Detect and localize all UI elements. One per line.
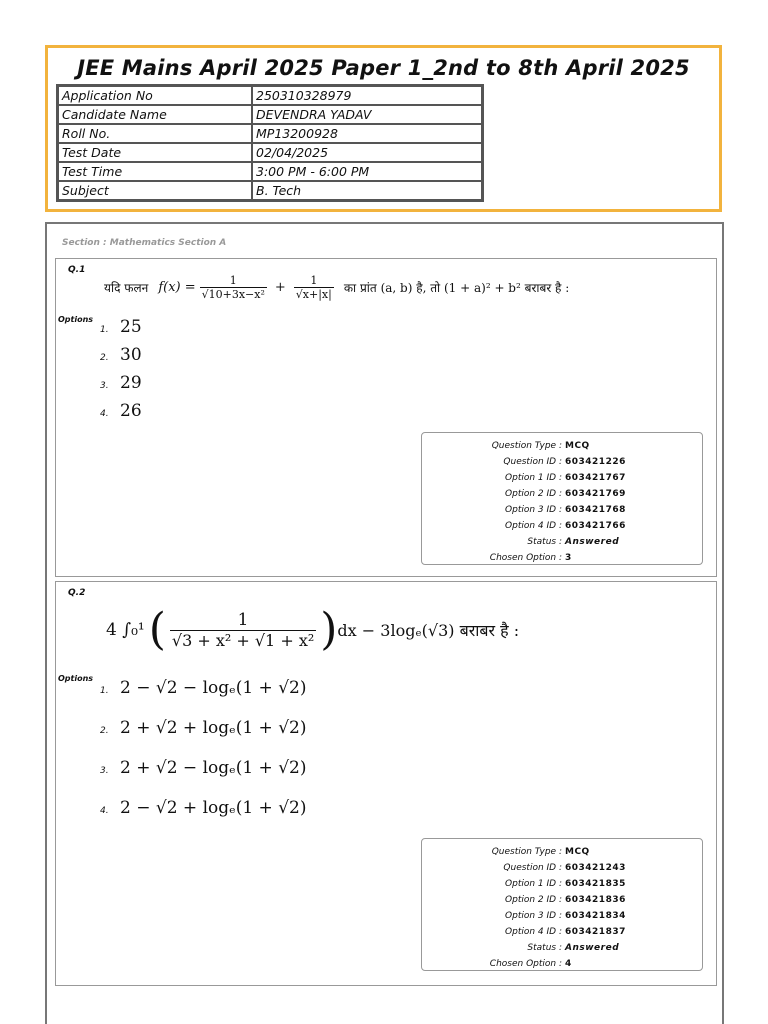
meta-row xyxy=(422,895,702,905)
question-number: Q.2 xyxy=(68,588,86,598)
meta-value: 603421769 xyxy=(565,489,626,499)
chosen-option-value: 3 xyxy=(565,553,572,563)
meta-label: Status : xyxy=(527,943,562,953)
meta-row xyxy=(422,553,702,563)
info-label: Roll No. xyxy=(58,124,252,143)
fraction-numerator: 1 xyxy=(229,273,237,287)
info-label: Application No xyxy=(58,86,252,105)
fraction-denominator: √10+3x−x² xyxy=(201,287,265,301)
meta-label: Option 3 ID : xyxy=(505,505,562,515)
question-text xyxy=(104,267,569,307)
info-label: Candidate Name xyxy=(58,105,252,124)
close-paren: ) xyxy=(320,604,338,655)
meta-value: 603421766 xyxy=(565,521,626,531)
option-1 xyxy=(100,317,142,337)
meta-row xyxy=(422,847,702,857)
option-2 xyxy=(100,718,307,738)
meta-label: Chosen Option : xyxy=(489,553,562,563)
option-4 xyxy=(100,798,307,818)
meta-label: Option 4 ID : xyxy=(505,927,562,937)
meta-row xyxy=(422,489,702,499)
meta-row xyxy=(422,911,702,921)
info-value: MP13200928 xyxy=(252,124,482,143)
info-value: 250310328979 xyxy=(252,86,482,105)
question-number: Q.1 xyxy=(68,265,86,275)
meta-label: Question ID : xyxy=(503,457,562,467)
option-4 xyxy=(100,401,142,421)
integrand-fraction xyxy=(170,610,316,650)
info-value: 02/04/2025 xyxy=(252,143,482,162)
meta-value: 603421837 xyxy=(565,927,626,937)
meta-value: MCQ xyxy=(565,847,590,857)
fraction-numerator: 1 xyxy=(310,273,318,287)
page-title: JEE Mains April 2025 Paper 1_2nd to 8th April 2025 xyxy=(77,56,690,80)
options-label: Options xyxy=(58,674,94,683)
option-value: 2 + √2 + logₑ(1 + √2) xyxy=(120,718,307,738)
option-2 xyxy=(100,345,142,365)
meta-label: Option 2 ID : xyxy=(505,895,562,905)
meta-value: 603421834 xyxy=(565,911,626,921)
option-value: 2 − √2 + logₑ(1 + √2) xyxy=(120,798,307,818)
meta-row xyxy=(422,927,702,937)
meta-value: 603421767 xyxy=(565,473,626,483)
question-section xyxy=(45,222,724,1024)
option-number: 1. xyxy=(100,325,109,335)
meta-row xyxy=(422,521,702,531)
meta-label: Option 2 ID : xyxy=(505,489,562,499)
option-value: 2 + √2 − logₑ(1 + √2) xyxy=(120,758,307,778)
question-meta-box xyxy=(421,432,703,565)
option-number: 4. xyxy=(100,409,109,419)
option-1 xyxy=(100,678,307,698)
status-value: Answered xyxy=(565,537,620,547)
table-row xyxy=(58,124,482,143)
option-number: 2. xyxy=(100,726,109,736)
meta-label: Chosen Option : xyxy=(489,959,562,969)
table-row xyxy=(58,86,482,105)
function-label: f(x) = xyxy=(158,279,196,295)
info-label: Test Time xyxy=(58,162,252,181)
meta-label: Question Type : xyxy=(491,847,562,857)
meta-label: Option 1 ID : xyxy=(505,473,562,483)
option-3 xyxy=(100,758,307,778)
info-value: DEVENDRA YADAV xyxy=(252,105,482,124)
fraction-denominator: √3 + x² + √1 + x² xyxy=(171,631,315,650)
fraction-2 xyxy=(294,274,334,301)
meta-row xyxy=(422,943,702,953)
question-text-suffix: का प्रांत (a, b) है, तो (1 + a)² + b² बराबर है : xyxy=(343,280,570,295)
option-number: 2. xyxy=(100,353,109,363)
info-label: Test Date xyxy=(58,143,252,162)
integral-expression: 4 ∫₀¹ xyxy=(106,620,145,640)
meta-row xyxy=(422,505,702,515)
status-value: Answered xyxy=(565,943,620,953)
info-value: 3:00 PM - 6:00 PM xyxy=(252,162,482,181)
option-number: 3. xyxy=(100,381,109,391)
plus-sign: + xyxy=(274,279,286,295)
option-value: 2 − √2 − logₑ(1 + √2) xyxy=(120,678,307,698)
meta-value: 603421243 xyxy=(565,863,626,873)
meta-value: 603421835 xyxy=(565,879,626,889)
chosen-option-value: 4 xyxy=(565,959,572,969)
question-meta-box xyxy=(421,838,703,971)
meta-row xyxy=(422,457,702,467)
info-label: Subject xyxy=(58,181,252,200)
meta-label: Question Type : xyxy=(491,441,562,451)
meta-value: 603421226 xyxy=(565,457,626,467)
info-value: B. Tech xyxy=(252,181,482,200)
option-value: 29 xyxy=(120,373,142,393)
meta-row xyxy=(422,473,702,483)
table-row xyxy=(58,162,482,181)
meta-row xyxy=(422,879,702,889)
table-row xyxy=(58,105,482,124)
option-number: 3. xyxy=(100,766,109,776)
table-row xyxy=(58,143,482,162)
meta-label: Option 4 ID : xyxy=(505,521,562,531)
option-number: 1. xyxy=(100,686,109,696)
meta-value: MCQ xyxy=(565,441,590,451)
question-text-prefix: यदि फलन xyxy=(104,280,149,295)
option-value: 30 xyxy=(120,345,142,365)
meta-row xyxy=(422,863,702,873)
section-label: Section : Mathematics Section A xyxy=(62,238,227,248)
candidate-info-table xyxy=(56,84,484,202)
option-value: 26 xyxy=(120,401,142,421)
fraction-1 xyxy=(200,274,267,301)
meta-value: 603421836 xyxy=(565,895,626,905)
meta-label: Status : xyxy=(527,537,562,547)
meta-label: Question ID : xyxy=(503,863,562,873)
meta-label: Option 3 ID : xyxy=(505,911,562,921)
integral-remainder: dx − 3logₑ(√3) बराबर है : xyxy=(337,621,520,640)
meta-label: Option 1 ID : xyxy=(505,879,562,889)
table-row xyxy=(58,181,482,200)
meta-row xyxy=(422,537,702,547)
meta-value: 603421768 xyxy=(565,505,626,515)
fraction-numerator: 1 xyxy=(237,610,249,630)
meta-row xyxy=(422,441,702,451)
question-card-2 xyxy=(55,581,717,986)
question-text xyxy=(106,600,519,660)
options-label: Options xyxy=(58,315,94,324)
fraction-denominator: √x+|x| xyxy=(295,287,332,301)
question-card-1 xyxy=(55,258,717,577)
option-value: 25 xyxy=(120,317,142,337)
meta-row xyxy=(422,959,702,969)
candidate-header xyxy=(45,45,722,212)
option-3 xyxy=(100,373,142,393)
open-paren: ( xyxy=(148,604,166,655)
option-number: 4. xyxy=(100,806,109,816)
